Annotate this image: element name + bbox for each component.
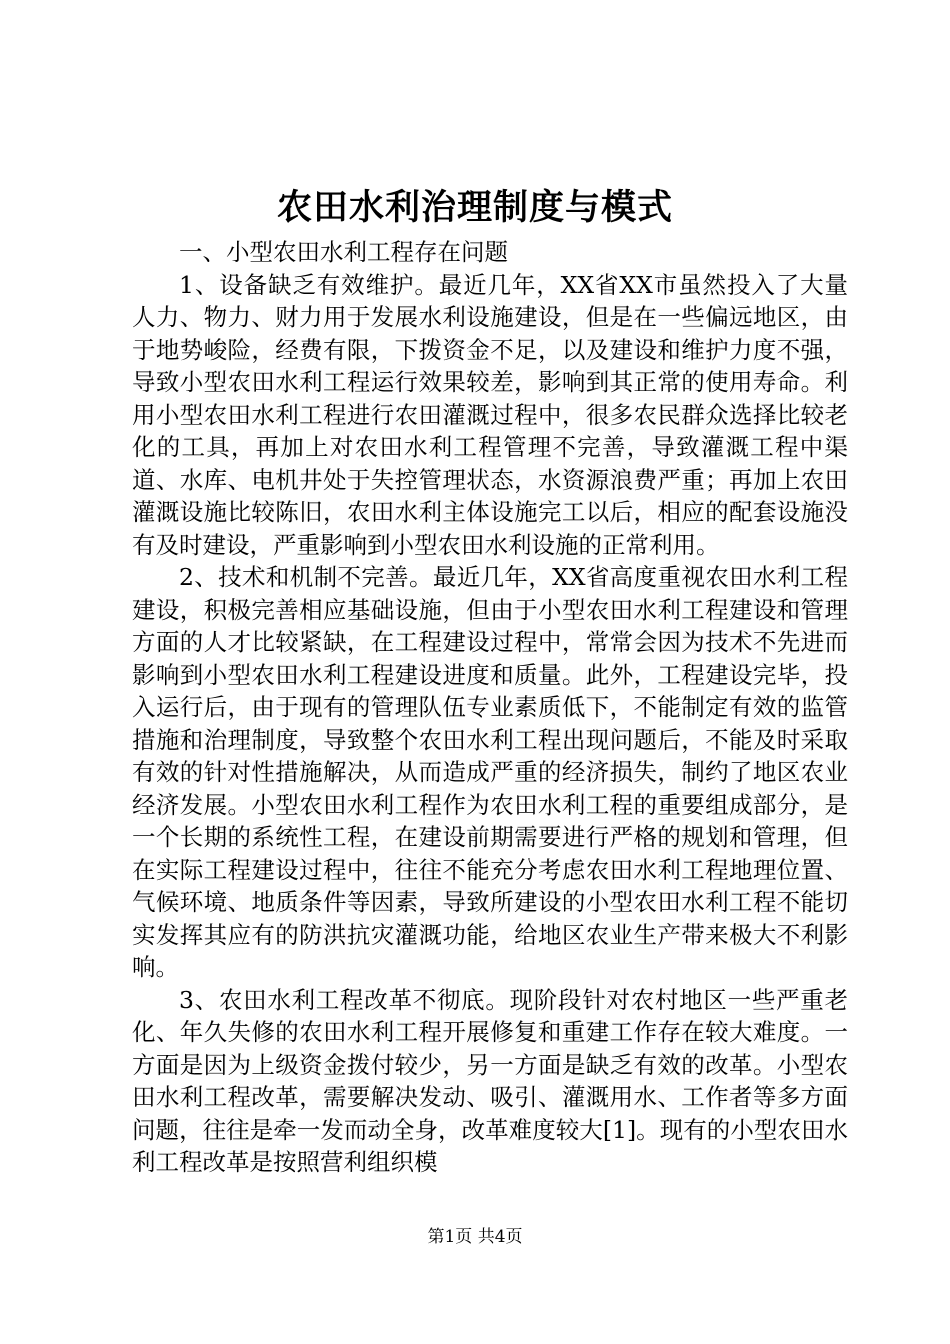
paragraph-3: 3、农田水利工程改革不彻底。现阶段针对农村地区一些严重老化、年久失修的农田水利工程开展修复和重建工作存在较大难度。一方面是因为上级资金拨付较少，另一方面是缺乏有效的改革。小型农田水利工程改革，需要解决发动、吸引、灌溉用水、工作者等多方面问题，往往是牵一发而动全身，改革难度较大[1]。现有的小型农田水利工程改革是按照营利组织模 bbox=[132, 985, 848, 1176]
section-heading: 一、小型农田水利工程存在问题 bbox=[179, 238, 508, 266]
paragraph-1: 1、设备缺乏有效维护。最近几年，XX省XX市虽然投入了大量人力、物力、财力用于发展水利设施建设，但是在一些偏远地区，由于地势峻险，经费有限，下拨资金不足，以及建设和维护力度不强，导致小型农田水利工程运行效果较差，影响到其正常的使用寿命。利用小型农田水利工程进行农田灌溉过程中，很多农民群众选择比较老化的工具，再加上对农田水利工程管理不完善，导致灌溉工程中渠道、水库、电机井处于失控管理状态，水资源浪费严重；再加上农田灌溉设施比较陈旧，农田水利主体设施完工以后，相应的配套设施没有及时建设，严重影响到小型农田水利设施的正常利用。 bbox=[132, 270, 848, 559]
page-footer: 第1页 共4页 bbox=[427, 1227, 523, 1247]
document-title: 农田水利治理制度与模式 bbox=[276, 187, 673, 228]
document-body bbox=[132, 236, 848, 1179]
paragraph-2: 2、技术和机制不完善。最近几年，XX省高度重视农田水利工程建设，积极完善相应基础设施，但由于小型农田水利工程建设和管理方面的人才比较紧缺，在工程建设过程中，常常会因为技术不先进而影响到小型农田水利工程建设进度和质量。此外，工程建设完毕，投入运行后，由于现有的管理队伍专业素质低下，不能制定有效的监管措施和治理制度，导致整个农田水利工程出现问题后，不能及时采取有效的针对性措施解决，从而造成严重的经济损失，制约了地区农业经济发展。小型农田水利工程作为农田水利工程的重要组成部分，是一个长期的系统性工程，在建设前期需要进行严格的规划和管理，但在实际工程建设过程中，往往不能充分考虑农田水利工程地理位置、气候环境、地质条件等因素，导致所建设的小型农田水利工程不能切实发挥其应有的防洪抗灾灌溉功能，给地区农业生产带来极大不利影响。 bbox=[132, 563, 848, 981]
